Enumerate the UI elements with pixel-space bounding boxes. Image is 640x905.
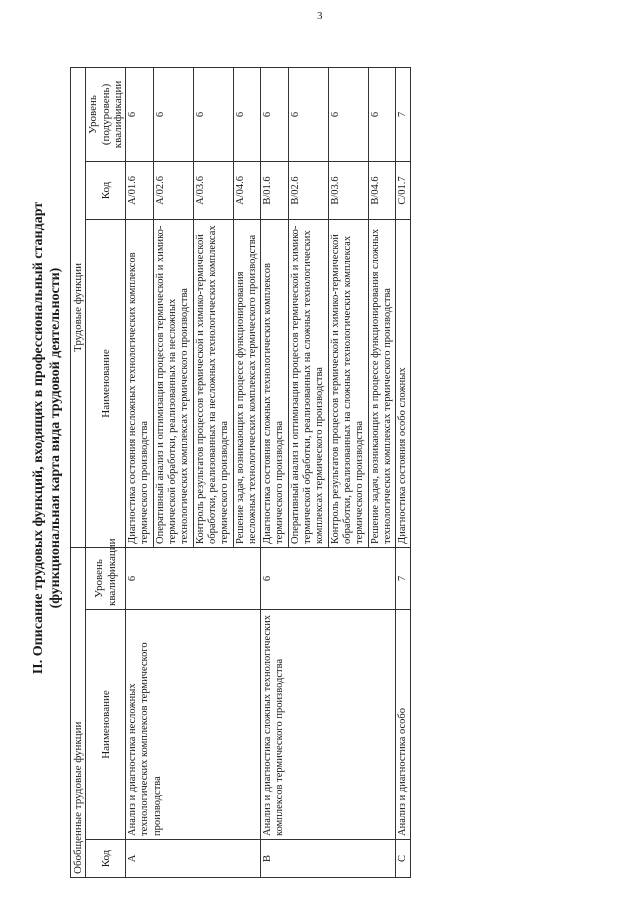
group-code: B [261,840,396,878]
function-code: A/03.6 [193,161,233,219]
table-row [126,67,154,877]
header-name: Наименование [86,610,126,840]
group-level: 7 [396,547,411,609]
function-name: Контроль результатов процессов термической и химико-термической обработки, реализованных на сложных технологических комплексах термического производства [328,219,368,547]
table-row [261,67,289,877]
function-code: A/04.6 [233,161,261,219]
function-level: 6 [153,67,193,161]
header-generalized: Обобщенные трудовые функции [71,547,86,877]
function-code: B/02.6 [288,161,328,219]
header-code2: Код [86,161,126,219]
table-row [396,67,411,877]
title-line-1: II. Описание трудовых функций, входящих в профессиональный стандарт [31,201,46,675]
group-level: 6 [126,547,261,609]
header-labor: Трудовые функции [71,67,86,547]
function-name: Диагностика состояния особо сложных [396,219,411,547]
group-level: 6 [261,547,396,609]
function-level: 6 [233,67,261,161]
function-code: B/03.6 [328,161,368,219]
function-level: 6 [328,67,368,161]
header-name2: Наименование [86,219,126,547]
group-name: Анализ и диагностика несложных технологических комплексов термического производства [126,610,261,840]
header-code: Код [86,840,126,878]
function-map-table [70,67,411,878]
function-name: Оперативный анализ и оптимизация процессов термической и химико-термической обработки, реализованных на сложных технологических комплексах термического производства [288,219,328,547]
function-name: Контроль результатов процессов термической и химико-термической обработки, реализованных на несложных технологических комплексах термического производства [193,219,233,547]
function-name: Решение задач, возникающих в процессе функционирования сложных технологических комплексах термического производства [368,219,396,547]
function-name: Диагностика состояния несложных технологических комплексов термического производства [126,219,154,547]
function-code: B/04.6 [368,161,396,219]
group-name: Анализ и диагностика особо [396,610,411,840]
group-code: A [126,840,261,878]
group-code: C [396,840,411,878]
function-level: 6 [261,67,289,161]
title-line-2: (функциональная карта вида трудовой деятельности) [48,267,63,609]
group-name: Анализ и диагностика сложных технологических комплексов термического производства [261,610,396,840]
function-level: 6 [193,67,233,161]
function-level: 6 [126,67,154,161]
header-row-1 [71,67,86,877]
function-code: A/01.6 [126,161,154,219]
function-name: Решение задач, возникающих в процессе функционирования несложных технологических комплексах термического производства [233,219,261,547]
header-level: Уровень квалификации [86,547,126,609]
function-level: 6 [288,67,328,161]
rotated-sheet [30,0,630,878]
header-row-2 [86,67,126,877]
function-name: Оперативный анализ и оптимизация процессов термической и химико-термической обработки, реализованных на несложных технологических комплексах термического производства [153,219,193,547]
page-number: 3 [317,10,323,22]
page-title [30,0,64,878]
header-sublevel: Уровень (подуровень) квалификации [86,67,126,161]
function-level: 6 [368,67,396,161]
function-code: B/01.6 [261,161,289,219]
table-body [126,67,411,877]
function-code: C/01.7 [396,161,411,219]
function-code: A/02.6 [153,161,193,219]
function-name: Диагностика состояния сложных технологических комплексов термического производства [261,219,289,547]
function-level: 7 [396,67,411,161]
